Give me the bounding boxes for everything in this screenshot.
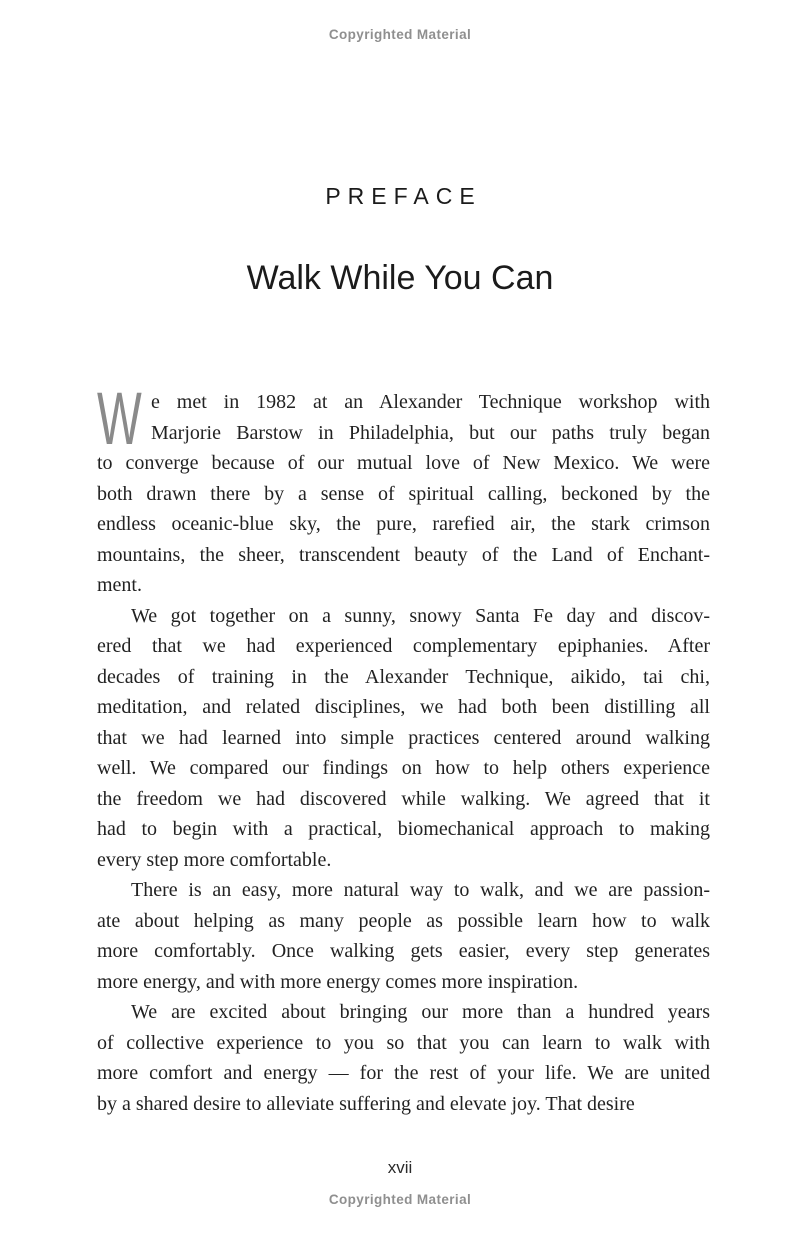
preface-heading: PREFACE <box>325 183 482 209</box>
text-line: ered that we had experienced complementary epiphanies. After <box>97 635 710 657</box>
paragraph <box>97 601 710 876</box>
text-line: e met in 1982 at an Alexander Technique workshop with <box>151 391 710 413</box>
body-text <box>97 377 710 1119</box>
text-line: had to begin with a practical, biomechanical approach to making <box>97 818 710 840</box>
chapter-title: Walk While You Can <box>246 259 554 297</box>
text-line: to converge because of our mutual love of New Mexico. We were <box>97 452 710 474</box>
text-line: mountains, the sheer, transcendent beauty of the Land of Enchant- <box>97 543 710 566</box>
text-line: more comfortably. Once walking gets easier, every step generates <box>97 940 710 962</box>
paragraph <box>97 377 710 601</box>
paragraph <box>97 875 710 997</box>
text-line: both drawn there by a sense of spiritual calling, beckoned by the <box>97 482 710 505</box>
text-line: the freedom we had discovered while walking. We agreed that it <box>97 787 710 810</box>
text-line: We are excited about bringing our more than a hundred years <box>131 1001 710 1023</box>
text-line: more comfort and energy — for the rest of your life. We are united <box>97 1062 710 1084</box>
text-line: every step more comfortable. <box>97 848 332 871</box>
text-line: endless oceanic-blue sky, the pure, rarefied air, the stark crimson <box>97 513 710 535</box>
text-line: of collective experience to you so that you can learn to walk with <box>97 1031 710 1054</box>
text-line: that we had learned into simple practices centered around walking <box>97 726 710 749</box>
text-line: by a shared desire to alleviate suffering and elevate joy. That desire <box>97 1092 635 1115</box>
text-line: decades of training in the Alexander Technique, aikido, tai chi, <box>97 665 710 688</box>
text-line: ment. <box>97 574 142 596</box>
drop-cap: W <box>97 377 142 460</box>
text-line: meditation, and related disciplines, we had both been distilling all <box>97 696 710 718</box>
text-line: well. We compared our findings on how to help others experience <box>97 757 710 779</box>
text-line: We got together on a sunny, snowy Santa Fe day and discov- <box>131 604 710 627</box>
text-line: more energy, and with more energy comes more inspiration. <box>97 970 579 993</box>
copyright-notice-top: Copyrighted Material <box>328 27 472 42</box>
text-line: Marjorie Barstow in Philadelphia, but our paths truly began <box>151 421 710 444</box>
page-number: xvii <box>387 1158 413 1177</box>
text-line: There is an easy, more natural way to walk, and we are passion- <box>131 879 710 901</box>
copyright-notice-bottom: Copyrighted Material <box>328 1192 472 1207</box>
paragraph <box>97 997 710 1119</box>
text-line: ate about helping as many people as possible learn how to walk <box>97 909 710 932</box>
